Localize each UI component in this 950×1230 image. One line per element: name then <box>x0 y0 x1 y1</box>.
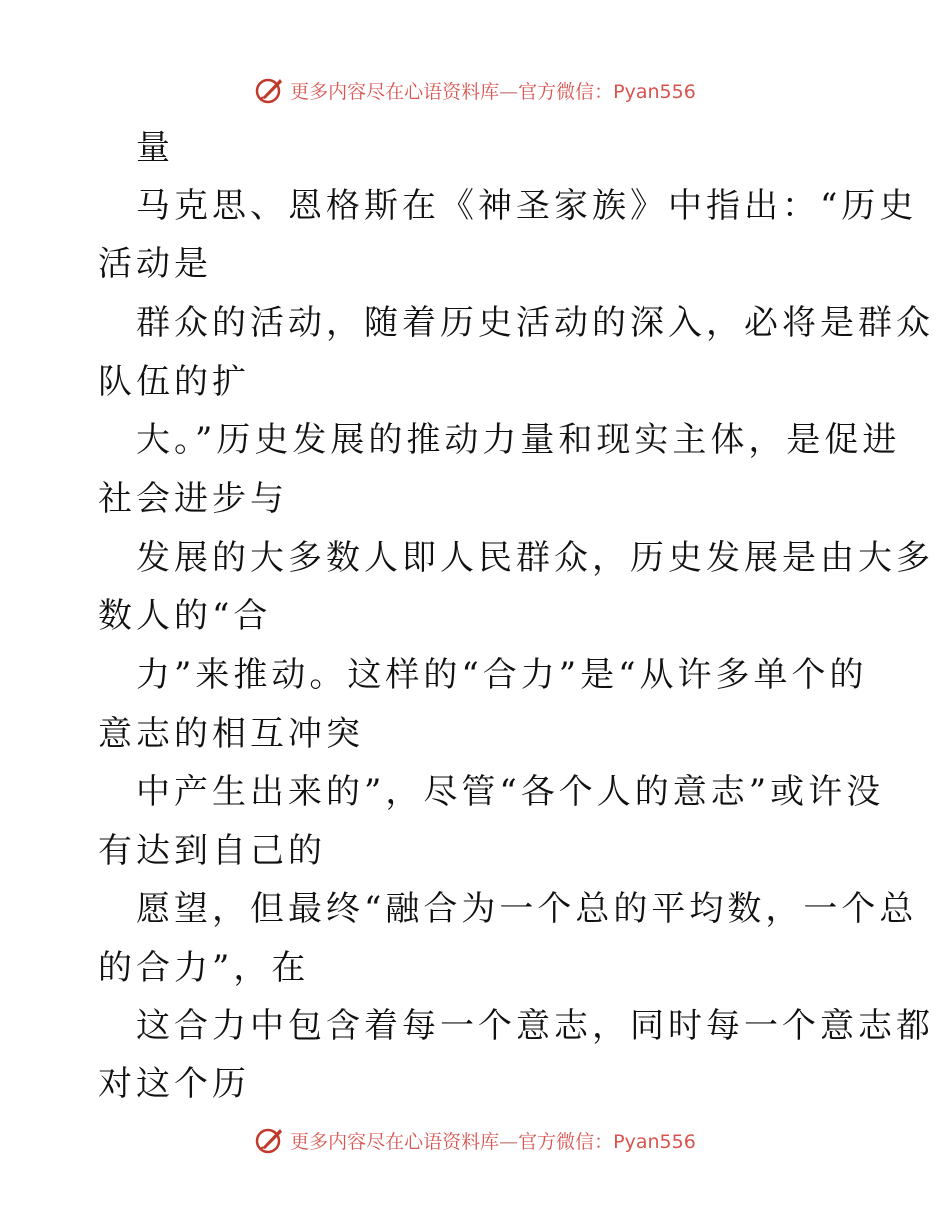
text-line: 中产生出来的”，尽管“各个人的意志”或许没 <box>136 772 885 812</box>
text-line: 对这个历 <box>98 1064 250 1104</box>
text-line: 队伍的扩 <box>98 362 250 402</box>
text-line: 意志的相互冲突 <box>98 714 364 754</box>
text-line: 大。”历史发展的推动力量和现实主体，是促进 <box>136 420 901 460</box>
header-banner-dash: — <box>499 80 519 103</box>
quill-logo-icon <box>254 1124 286 1156</box>
text-line: 力”来推动。这样的“合力”是“从许多单个的 <box>136 655 868 695</box>
text-line: 有达到自己的 <box>98 831 326 871</box>
text-line: 群众的活动，随着历史活动的深入，必将是群众 <box>136 303 934 343</box>
footer-banner-tail: 官方微信：Pyan556 <box>518 1130 696 1153</box>
text-line: 的合力”，在 <box>98 948 310 988</box>
footer-banner-dash: — <box>499 1130 519 1153</box>
text-line: 活动是 <box>98 244 212 284</box>
text-line: 社会进步与 <box>98 479 288 519</box>
text-line: 数人的“合 <box>98 596 272 636</box>
text-line: 量 <box>136 128 174 168</box>
footer-banner <box>0 1122 950 1158</box>
text-line: 愿望，但最终“融合为一个总的平均数，一个总 <box>136 889 918 929</box>
text-line: 马克思、恩格斯在《神圣家族》中指出：“历史 <box>136 186 918 226</box>
footer-banner-text <box>290 1127 696 1154</box>
text-line: 这合力中包含着每一个意志，同时每一个意志都 <box>136 1006 934 1046</box>
header-banner-tail: 官方微信：Pyan556 <box>518 80 696 103</box>
header-banner-main: 更多内容尽在心语资料库 <box>290 80 500 103</box>
footer-banner-main: 更多内容尽在心语资料库 <box>290 1130 500 1153</box>
text-line: 发展的大多数人即人民群众，历史发展是由大多 <box>136 538 934 578</box>
